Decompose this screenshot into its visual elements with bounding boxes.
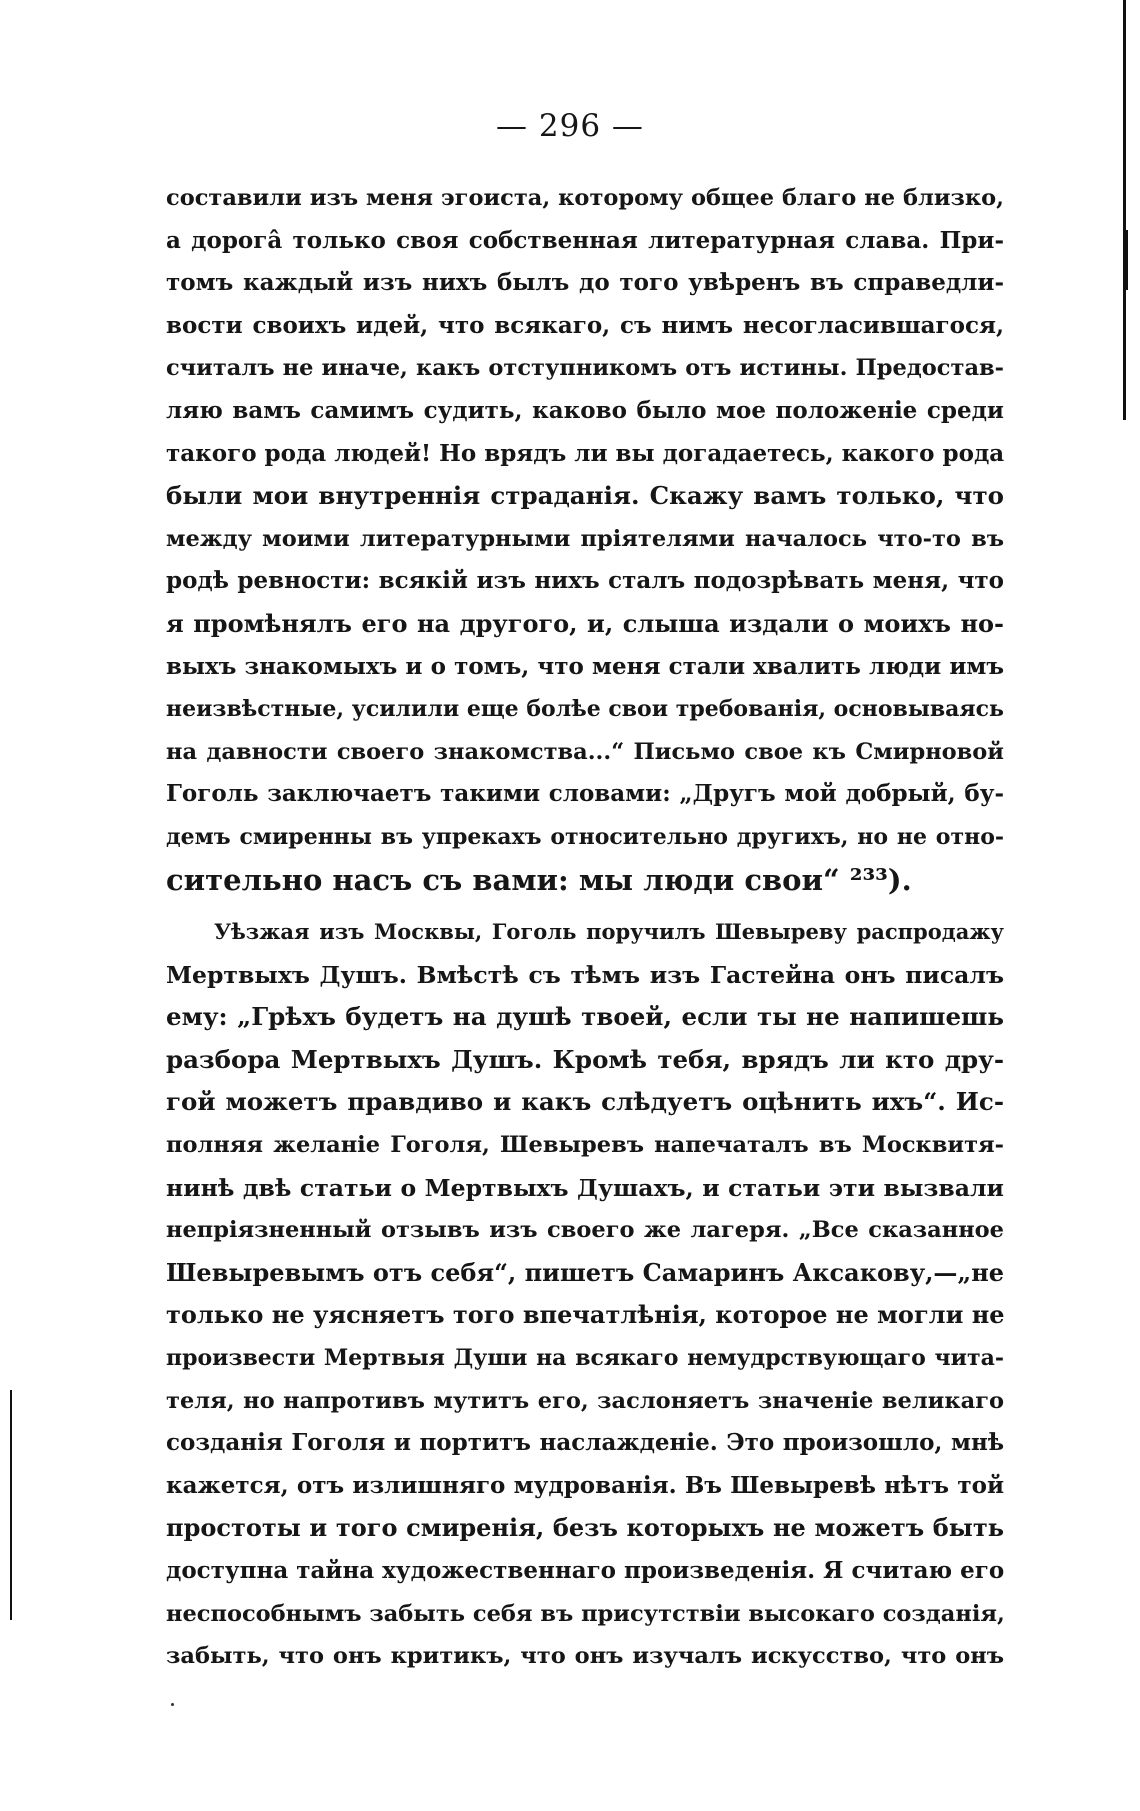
text-line: Гоголь заключаетъ такими словами: „Другъ мой добрый, бу- (166, 780, 1004, 808)
text-line: Уѣзжая изъ Москвы, Гоголь поручилъ Шевыреву распродажу (214, 919, 1004, 945)
text-line: забыть, что онъ критикъ, что онъ изучалъ искусство, что онъ (166, 1643, 1004, 1670)
text-line: такого рода людей! Но врядъ ли вы догадаетесь, какого рода (166, 439, 1005, 467)
scan-speck (171, 1703, 174, 1706)
text-line: теля, но напротивъ мутитъ его, заслоняетъ значеніе великаго (166, 1387, 1004, 1414)
text-line: были мои внутреннія страданія. Скажу вамъ только, что (166, 481, 1004, 511)
text-line: выхъ знакомыхъ и о томъ, что меня стали хвалить люди имъ (166, 652, 1004, 680)
text-line: между моими литературными пріятелями началось что-то въ (166, 525, 1004, 552)
text-line: составили изъ меня эгоиста, которому общее благо не близко, (166, 185, 1004, 211)
scan-edge-left (10, 1390, 12, 1620)
text-line: нинѣ двѣ статьи о Мертвыхъ Душахъ, и статьи эти вызвали (166, 1173, 1004, 1202)
paragraph-gap (166, 901, 1004, 911)
text-line: только не уясняетъ того впечатлѣнія, которое не могли не (166, 1300, 1005, 1330)
text-line: полняя желаніе Гоголя, Шевыревъ напечаталъ въ Москвитя- (166, 1132, 1004, 1159)
text-line: созданія Гоголя и портитъ наслажденіе. Это произошло, мнѣ (166, 1429, 1004, 1457)
body-text (166, 177, 1004, 1678)
text-line: я промѣнялъ его на другого, и, слыша издали о моихъ но- (166, 608, 1004, 638)
text-line: ему: „Грѣхъ будетъ на душѣ твоей, если ты не напишешь (166, 1002, 1004, 1032)
text-line: Мертвыхъ Душъ. Вмѣстѣ съ тѣмъ изъ Гастейна онъ писалъ (166, 960, 1004, 989)
scan-edge-right-mark (1126, 230, 1128, 290)
text-line: неспособнымъ забыть себя въ присутствіи высокаго созданія, (166, 1600, 1005, 1627)
text-line: разбора Мертвыхъ Душъ. Кромѣ тебя, врядъ ли кто дру- (166, 1044, 1004, 1074)
text-line: вости своихъ идей, что всякаго, съ нимъ несогласившагося, (166, 311, 1004, 339)
scan-edge-right (1123, 0, 1126, 420)
text-line: произвести Мертвыя Души на всякаго немудрствующаго чита- (166, 1345, 1004, 1372)
text-line: Шевыревымъ отъ себя“, пишетъ Самаринъ Аксакову,—„не (166, 1257, 1005, 1287)
text-line: неизвѣстные, усилили еще болѣе свои требованія, основываясь (166, 696, 1004, 723)
text-line: считалъ не иначе, какъ отступникомъ отъ истины. Предостав- (166, 355, 1004, 382)
text-line: на давности своего знакомства...“ Письмо свое къ Смирновой (166, 738, 1004, 765)
page-number: — 296 — (496, 108, 644, 144)
text-line: демъ смиренны въ упрекахъ относительно другихъ, но не отно- (166, 823, 1004, 850)
text-line: родѣ ревности: всякій изъ нихъ сталъ подозрѣвать меня, что (166, 567, 1004, 595)
text-line: гой можетъ правдиво и какъ слѣдуетъ оцѣнить ихъ“. Ис- (166, 1087, 1004, 1117)
text-line: доступна тайна художественнаго произведенія. Я считаю его (166, 1557, 1005, 1584)
text-line: кажется, отъ излишняго мудрованія. Въ Шевыревѣ нѣтъ той (166, 1471, 1004, 1499)
text-line: сительно насъ съ вами: мы люди свои“ ²³³). (166, 862, 912, 897)
text-line: томъ каждый изъ нихъ былъ до того увѣренъ въ справедли- (166, 269, 1004, 297)
text-line: а дорогâ только своя собственная литературная слава. При- (166, 226, 1004, 254)
text-line: ляю вамъ самимъ судить, каково было мое положеніе среди (166, 396, 1004, 424)
text-line: непріязненный отзывъ изъ своего же лагеря. „Все сказанное (166, 1217, 1004, 1244)
text-line: простоты и того смиренія, безъ которыхъ не можетъ быть (166, 1513, 1004, 1543)
